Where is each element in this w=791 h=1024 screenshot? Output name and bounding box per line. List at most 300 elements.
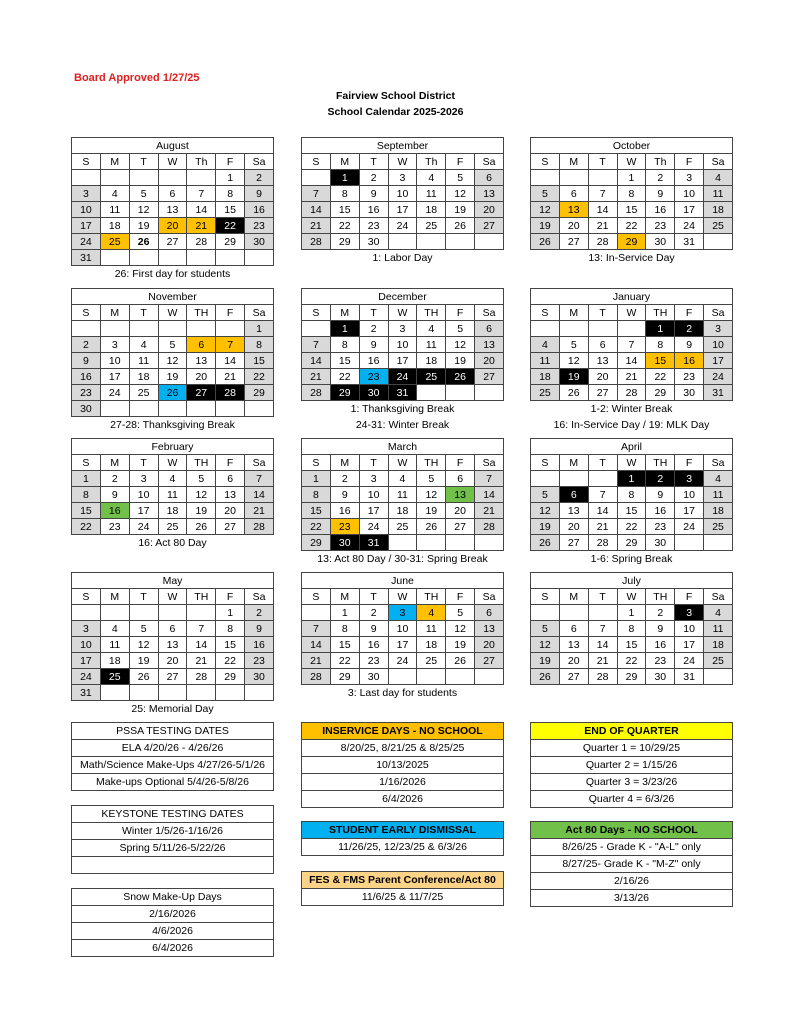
day-cell: 8 [216,621,245,637]
legend-row [72,857,274,874]
day-cell: 3 [675,471,704,487]
legend-header: Act 80 Days - NO SCHOOL [531,822,733,839]
day-cell: 16 [646,202,675,218]
day-cell: 12 [129,202,158,218]
day-cell: 22 [72,519,101,535]
day-cell: 10 [388,337,417,353]
day-cell: 10 [704,337,733,353]
day-cell: 11 [417,186,446,202]
day-cell: 27 [158,234,187,250]
weekday-header: S [302,154,331,170]
day-cell: 4 [704,471,733,487]
empty-cell [446,385,475,401]
weekday-header: W [158,589,187,605]
day-cell: 17 [675,637,704,653]
day-cell: 27 [475,653,504,669]
weekday-header: M [330,305,359,321]
weekday-header: F [446,455,475,471]
day-cell: 24 [388,218,417,234]
day-cell: 24 [675,653,704,669]
empty-cell [129,685,158,701]
empty-cell [100,321,129,337]
month-august [71,137,274,266]
empty-cell [588,321,617,337]
day-cell: 14 [245,487,274,503]
legend-header: INSERVICE DAYS - NO SCHOOL [302,723,504,740]
day-cell: 10 [72,202,101,218]
legend-row: ELA 4/20/26 - 4/26/26 [72,740,274,757]
empty-cell [129,250,158,266]
day-cell: 30 [330,535,359,551]
day-cell: 9 [675,337,704,353]
empty-cell [531,605,560,621]
weekday-header: S [531,154,560,170]
day-cell: 6 [559,621,588,637]
day-cell: 1 [330,321,359,337]
day-cell: 27 [588,385,617,401]
day-cell: 9 [646,621,675,637]
legend-header: FES & FMS Parent Conference/Act 80 [302,872,504,889]
day-cell: 29 [330,234,359,250]
day-cell: 17 [72,218,101,234]
empty-cell [302,321,331,337]
weekday-header: F [675,305,704,321]
empty-cell [187,250,216,266]
day-cell: 25 [388,519,417,535]
weekday-header: Sa [475,154,504,170]
day-cell: 10 [359,487,388,503]
day-cell: 23 [72,385,101,401]
weekday-header: W [617,154,646,170]
day-cell: 8 [617,621,646,637]
day-cell: 8 [617,487,646,503]
day-cell: 25 [417,369,446,385]
day-cell: 1 [302,471,331,487]
day-cell: 2 [646,170,675,186]
day-cell: 5 [158,337,187,353]
empty-cell [704,535,733,551]
day-cell: 19 [531,519,560,535]
month-february [71,438,274,535]
empty-cell [129,321,158,337]
day-cell: 28 [617,385,646,401]
empty-cell [158,321,187,337]
day-cell: 6 [559,186,588,202]
day-cell: 9 [100,487,129,503]
day-cell: 5 [446,170,475,186]
day-cell: 8 [617,186,646,202]
day-cell: 25 [100,234,129,250]
day-cell: 23 [245,653,274,669]
day-cell: 11 [704,621,733,637]
day-cell: 6 [475,170,504,186]
day-cell: 3 [675,605,704,621]
day-cell: 26 [531,669,560,685]
weekday-header: F [675,589,704,605]
day-cell: 10 [388,621,417,637]
day-cell: 28 [187,669,216,685]
day-cell: 13 [559,202,588,218]
day-cell: 17 [388,202,417,218]
day-cell: 11 [704,487,733,503]
empty-cell [129,605,158,621]
day-cell: 9 [359,337,388,353]
day-cell: 20 [588,369,617,385]
day-cell: 26 [446,653,475,669]
legend-header: KEYSTONE TESTING DATES [72,806,274,823]
empty-cell [72,170,101,186]
empty-cell [72,605,101,621]
day-cell: 19 [158,369,187,385]
day-cell: 22 [302,519,331,535]
day-cell: 9 [359,621,388,637]
weekday-header: Th [187,154,216,170]
day-cell: 28 [302,669,331,685]
day-cell: 4 [158,471,187,487]
day-cell: 9 [359,186,388,202]
weekday-header: W [617,455,646,471]
day-cell: 21 [302,369,331,385]
day-cell: 8 [302,487,331,503]
day-cell: 1 [617,605,646,621]
day-cell: 11 [531,353,560,369]
month-note: 25: Memorial Day [131,703,214,715]
day-cell: 8 [330,621,359,637]
weekday-header: Sa [704,455,733,471]
day-cell: 16 [359,202,388,218]
day-cell: 21 [617,369,646,385]
empty-cell [559,170,588,186]
day-cell: 26 [129,669,158,685]
day-cell: 7 [588,186,617,202]
day-cell: 5 [531,621,560,637]
day-cell: 25 [704,218,733,234]
day-cell: 13 [216,487,245,503]
weekday-header: Th [417,154,446,170]
day-cell: 15 [216,202,245,218]
weekday-header: Th [646,154,675,170]
weekday-header: S [531,455,560,471]
weekday-header: T [129,455,158,471]
weekday-header: TH [646,305,675,321]
weekday-header: W [158,305,187,321]
day-cell: 23 [675,369,704,385]
empty-cell [531,321,560,337]
weekday-header: Sa [704,589,733,605]
day-cell: 19 [129,653,158,669]
weekday-header: TH [417,305,446,321]
day-cell: 3 [129,471,158,487]
weekday-header: S [72,455,101,471]
legend-row: 11/6/25 & 11/7/25 [302,889,504,906]
day-cell: 4 [388,471,417,487]
day-cell: 18 [704,202,733,218]
month-title: March [302,439,504,455]
month-title: November [72,289,274,305]
day-cell: 3 [388,170,417,186]
day-cell: 5 [129,621,158,637]
month-note: 1-2: Winter Break [590,403,673,415]
day-cell: 28 [187,234,216,250]
weekday-header: W [158,154,187,170]
empty-cell [588,170,617,186]
day-cell: 13 [559,637,588,653]
day-cell: 14 [302,353,331,369]
day-cell: 4 [417,170,446,186]
day-cell: 19 [531,653,560,669]
day-cell: 8 [245,337,274,353]
day-cell: 8 [72,487,101,503]
day-cell: 31 [704,385,733,401]
legend-row: Quarter 4 = 6/3/26 [531,791,733,808]
month-note: 3: Last day for students [347,687,458,699]
day-cell: 10 [675,487,704,503]
empty-cell [216,250,245,266]
day-cell: 1 [646,321,675,337]
day-cell: 16 [359,353,388,369]
day-cell: 6 [158,186,187,202]
day-cell: 3 [388,321,417,337]
day-cell: 10 [129,487,158,503]
month-title: April [531,439,733,455]
weekday-header: F [216,154,245,170]
empty-cell [388,234,417,250]
weekday-header: TH [646,455,675,471]
day-cell: 13 [158,637,187,653]
empty-cell [100,170,129,186]
weekday-header: F [446,154,475,170]
day-cell: 21 [187,653,216,669]
legend-row: 2/16/26 [531,873,733,890]
weekday-header: S [72,305,101,321]
day-cell: 19 [187,503,216,519]
day-cell: 27 [475,218,504,234]
day-cell: 29 [617,669,646,685]
day-cell: 30 [646,234,675,250]
day-cell: 15 [617,503,646,519]
empty-cell [417,535,446,551]
day-cell: 2 [675,321,704,337]
day-cell: 27 [559,669,588,685]
legend-row: 8/26/25 - Grade K - "A-L" only [531,839,733,856]
day-cell: 12 [531,202,560,218]
day-cell: 28 [588,535,617,551]
end-of-quarter-legend [530,722,733,808]
day-cell: 23 [245,218,274,234]
empty-cell [475,385,504,401]
day-cell: 12 [446,186,475,202]
empty-cell [446,535,475,551]
day-cell: 13 [475,186,504,202]
day-cell: 4 [531,337,560,353]
legend-header: Snow Make-Up Days [72,889,274,906]
day-cell: 14 [302,202,331,218]
day-cell: 15 [617,637,646,653]
day-cell: 7 [588,487,617,503]
day-cell: 8 [646,337,675,353]
day-cell: 6 [588,337,617,353]
day-cell: 31 [72,685,101,701]
day-cell: 22 [330,369,359,385]
empty-cell [158,250,187,266]
empty-cell [158,605,187,621]
day-cell: 2 [100,471,129,487]
legend-row: 11/26/25, 12/23/25 & 6/3/26 [302,839,504,856]
weekday-header: F [216,589,245,605]
day-cell: 22 [617,519,646,535]
day-cell: 15 [646,353,675,369]
day-cell: 12 [187,487,216,503]
day-cell: 10 [100,353,129,369]
day-cell: 15 [330,202,359,218]
day-cell: 13 [475,621,504,637]
day-cell: 27 [559,234,588,250]
inservice-legend [301,722,504,808]
day-cell: 24 [704,369,733,385]
day-cell: 1 [216,605,245,621]
day-cell: 27 [187,385,216,401]
day-cell: 15 [245,353,274,369]
day-cell: 13 [446,487,475,503]
day-cell: 19 [446,353,475,369]
day-cell: 20 [158,653,187,669]
weekday-header: M [330,589,359,605]
day-cell: 7 [187,621,216,637]
weekday-header: TH [417,455,446,471]
empty-cell [446,669,475,685]
day-cell: 25 [704,519,733,535]
day-cell: 24 [129,519,158,535]
legend-row: Spring 5/11/26-5/22/26 [72,840,274,857]
weekday-header: Sa [245,455,274,471]
month-note: 1: Thanksgiving Break [350,403,455,415]
day-cell: 31 [72,250,101,266]
day-cell: 16 [330,503,359,519]
day-cell: 21 [216,369,245,385]
day-cell: 26 [187,519,216,535]
weekday-header: Sa [245,305,274,321]
day-cell: 21 [588,519,617,535]
day-cell: 16 [245,202,274,218]
day-cell: 23 [646,218,675,234]
day-cell: 17 [704,353,733,369]
calendar-title: School Calendar 2025-2026 [327,106,464,118]
day-cell: 23 [100,519,129,535]
legend-row: 6/4/2026 [302,791,504,808]
day-cell: 18 [704,637,733,653]
legend-row: 8/20/25, 8/21/25 & 8/25/25 [302,740,504,757]
day-cell: 19 [446,637,475,653]
day-cell: 17 [359,503,388,519]
pssa-legend [71,722,274,791]
day-cell: 22 [330,653,359,669]
weekday-header: W [388,455,417,471]
day-cell: 1 [617,170,646,186]
day-cell: 2 [330,471,359,487]
weekday-header: M [100,154,129,170]
day-cell: 1 [330,605,359,621]
day-cell: 17 [675,202,704,218]
weekday-header: M [100,589,129,605]
legend-header: END OF QUARTER [531,723,733,740]
day-cell: 9 [646,487,675,503]
weekday-header: T [129,589,158,605]
weekday-header: M [559,154,588,170]
weekday-header: TH [187,305,216,321]
day-cell: 13 [588,353,617,369]
day-cell: 15 [72,503,101,519]
day-cell: 1 [617,471,646,487]
weekday-header: M [100,305,129,321]
day-cell: 23 [359,369,388,385]
empty-cell [216,401,245,417]
weekday-header: W [617,589,646,605]
day-cell: 23 [646,519,675,535]
day-cell: 1 [245,321,274,337]
snow-makeup-legend [71,888,274,957]
day-cell: 31 [359,535,388,551]
day-cell: 4 [100,186,129,202]
day-cell: 24 [100,385,129,401]
day-cell: 16 [72,369,101,385]
empty-cell [245,250,274,266]
day-cell: 28 [588,669,617,685]
empty-cell [100,605,129,621]
day-cell: 6 [187,337,216,353]
day-cell: 7 [302,621,331,637]
day-cell: 8 [330,337,359,353]
weekday-header: W [388,305,417,321]
day-cell: 12 [531,503,560,519]
legend-header: STUDENT EARLY DISMISSAL [302,822,504,839]
day-cell: 29 [216,669,245,685]
day-cell: 10 [675,186,704,202]
day-cell: 26 [531,535,560,551]
day-cell: 11 [100,637,129,653]
month-note: 13: In-Service Day [588,252,675,264]
empty-cell [388,669,417,685]
day-cell: 12 [446,337,475,353]
month-december [301,288,504,401]
day-cell: 20 [475,202,504,218]
day-cell: 13 [158,202,187,218]
month-note: 24-31: Winter Break [355,419,450,431]
day-cell: 4 [704,170,733,186]
day-cell: 19 [531,218,560,234]
day-cell: 24 [675,218,704,234]
empty-cell [216,321,245,337]
day-cell: 26 [531,234,560,250]
legend-row: 10/13/2025 [302,757,504,774]
day-cell: 3 [675,170,704,186]
day-cell: 14 [187,202,216,218]
month-title: May [72,573,274,589]
day-cell: 7 [216,337,245,353]
month-january [530,288,733,401]
month-title: October [531,138,733,154]
day-cell: 16 [245,637,274,653]
legend-row: Make-ups Optional 5/4/26-5/8/26 [72,774,274,791]
day-cell: 7 [187,186,216,202]
day-cell: 25 [531,385,560,401]
day-cell: 7 [588,621,617,637]
day-cell: 6 [216,471,245,487]
month-july [530,572,733,685]
day-cell: 17 [100,369,129,385]
day-cell: 11 [417,337,446,353]
day-cell: 11 [158,487,187,503]
day-cell: 25 [704,653,733,669]
